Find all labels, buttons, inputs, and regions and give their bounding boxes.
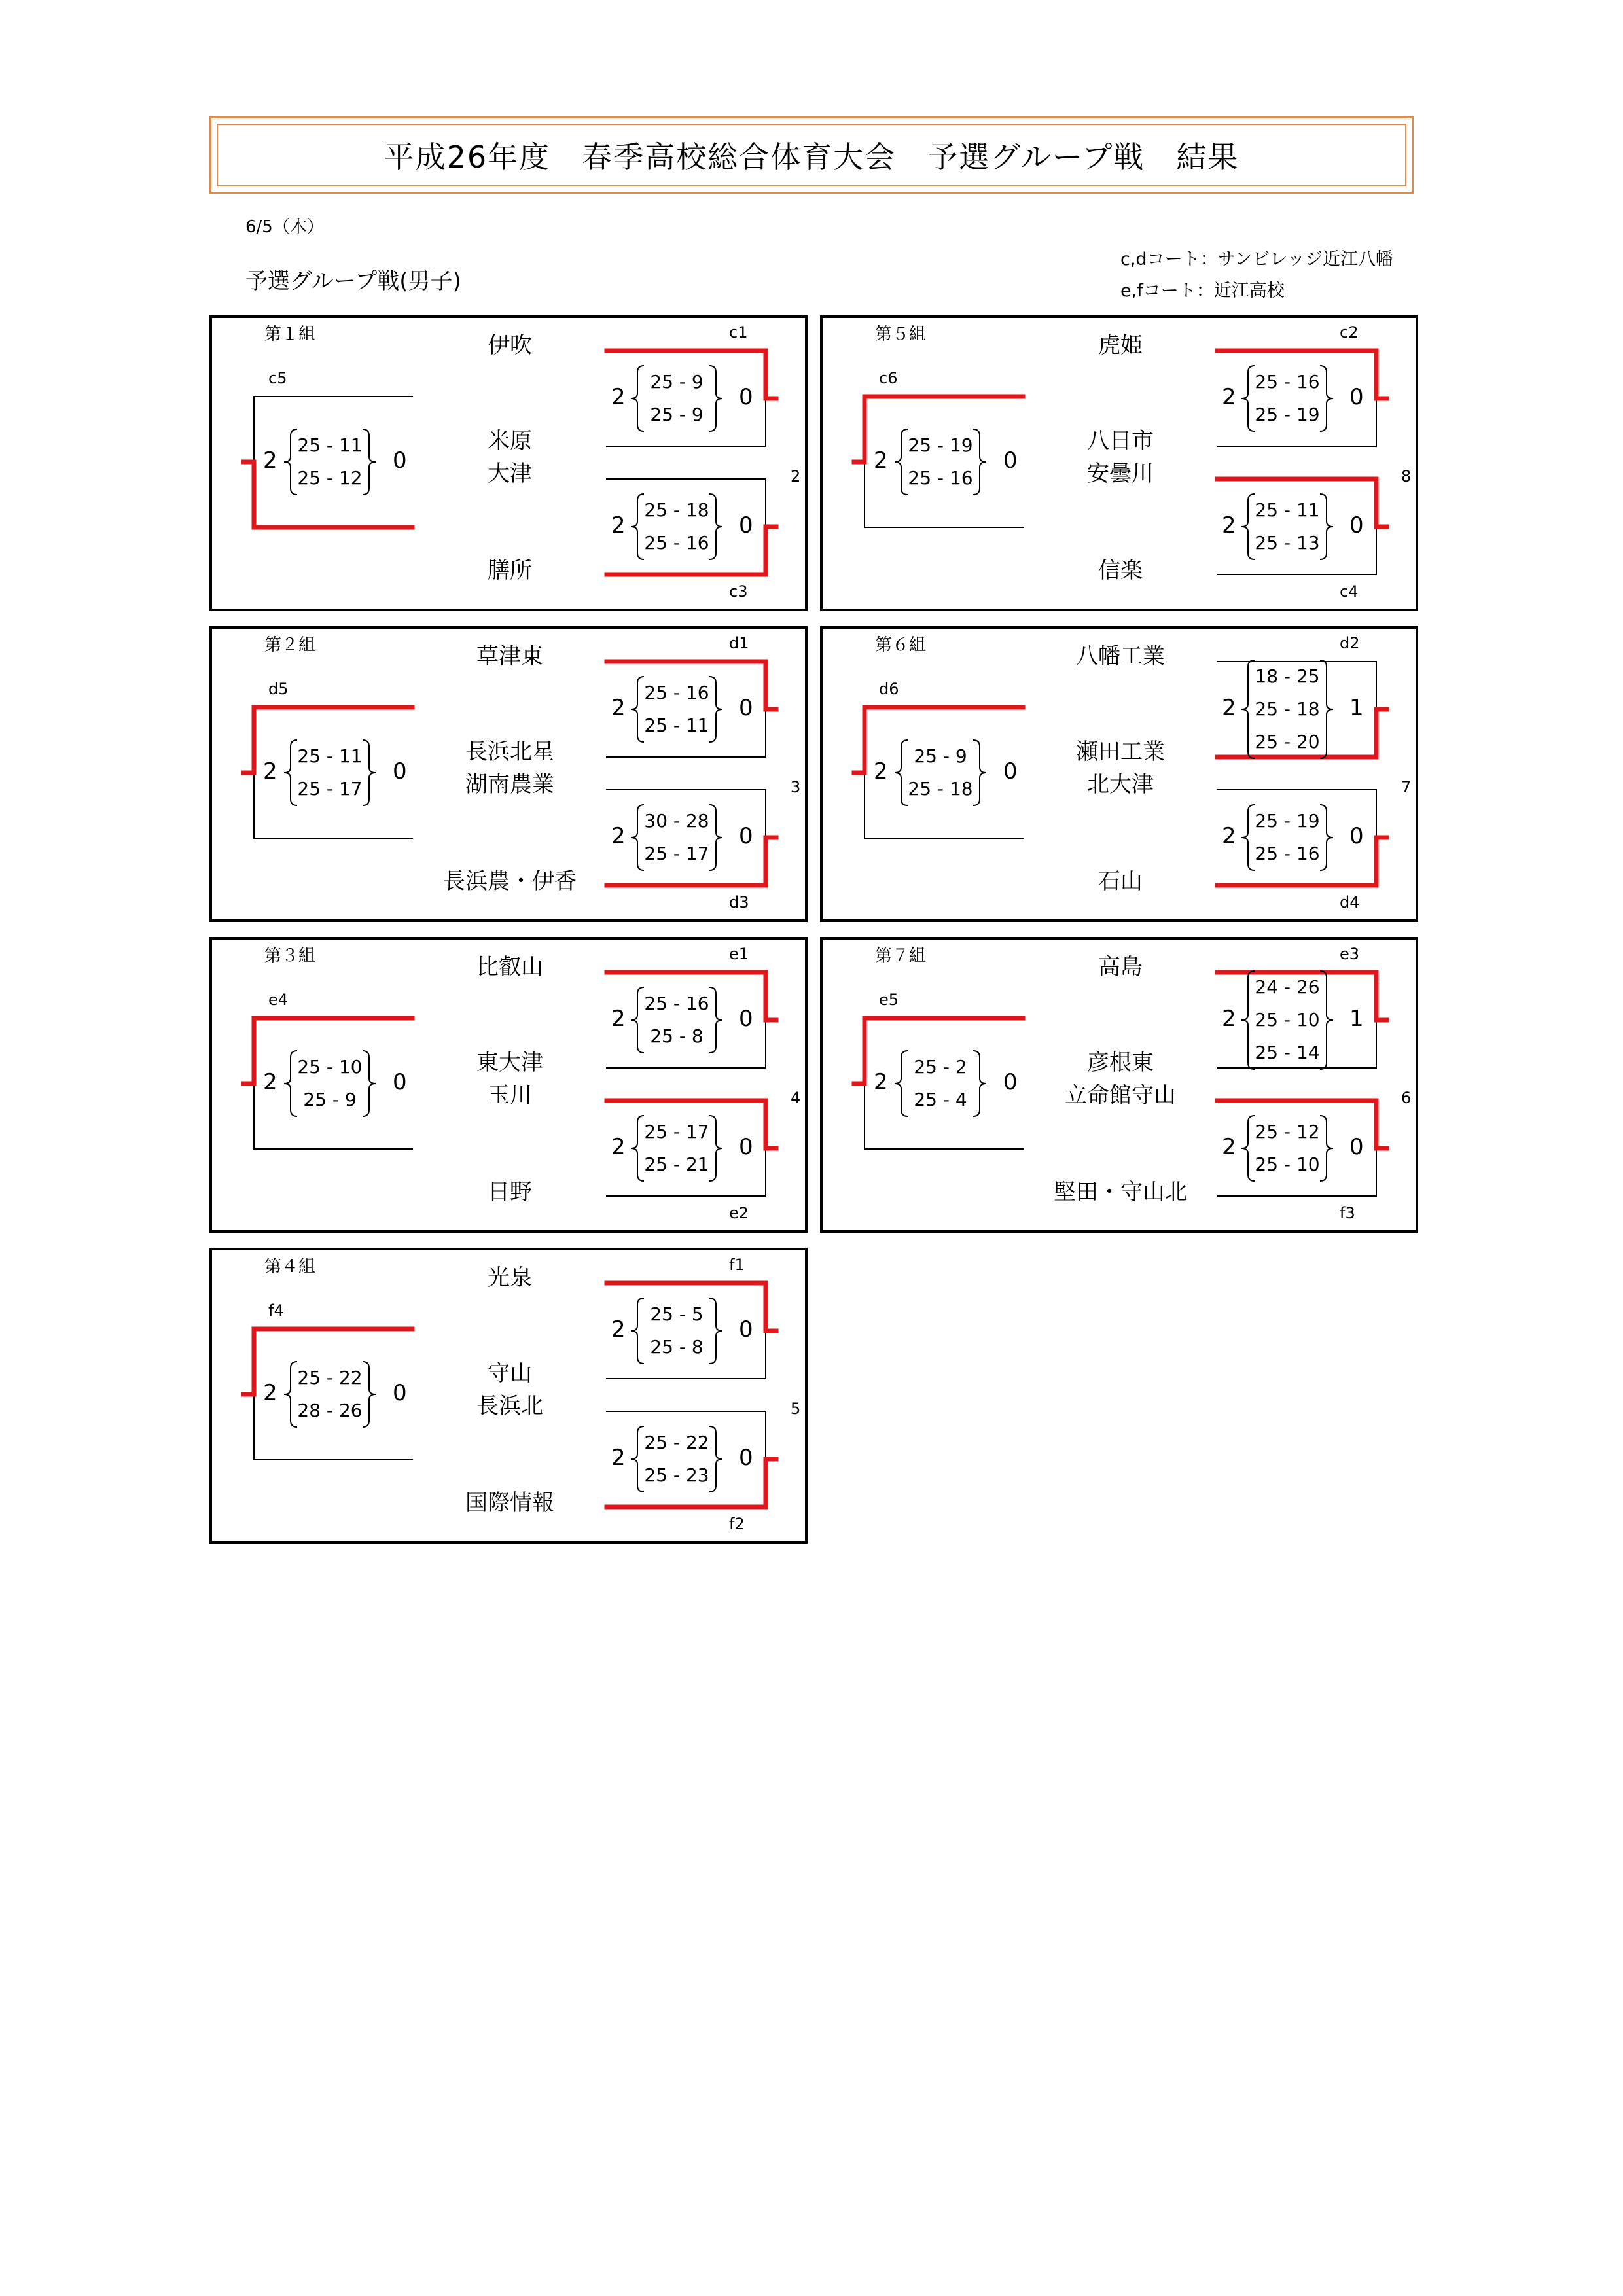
team-name: 膳所	[488, 557, 532, 584]
set-score: 25 - 18	[644, 499, 709, 521]
section-heading: 予選グループ戦(男子)	[245, 268, 461, 294]
team-name: 米原	[488, 428, 532, 454]
team-name: 比叡山	[476, 954, 543, 980]
team-name: 北大津	[1087, 771, 1154, 798]
set-score: 24 - 26	[1255, 976, 1320, 998]
set-score: 25 - 8	[650, 1025, 704, 1047]
group-win-count: 8	[1401, 467, 1412, 486]
court-code: e3	[1340, 945, 1360, 963]
court-code: e2	[729, 1204, 749, 1222]
team-name: 守山	[488, 1360, 532, 1386]
match-wins-right: 0	[393, 1069, 407, 1095]
match-wins-left: 2	[611, 384, 626, 410]
match-wins-right: 0	[393, 1380, 407, 1406]
group-win-count: 7	[1401, 778, 1412, 796]
set-score: 25 - 17	[644, 843, 709, 864]
team-name: 長浜北星	[465, 739, 554, 765]
team-name: 八日市	[1087, 428, 1154, 454]
group-win-count: 6	[1401, 1089, 1412, 1107]
set-score: 25 - 16	[644, 993, 709, 1014]
match-wins-left: 2	[1222, 384, 1236, 410]
team-name: 八幡工業	[1076, 643, 1165, 669]
court-code: f3	[1340, 1204, 1355, 1222]
match-wins-right: 0	[739, 695, 753, 721]
group-label: 第３組	[264, 946, 316, 966]
match-wins-left: 2	[611, 695, 626, 721]
team-name: 日野	[488, 1179, 532, 1205]
team-name: 彦根東	[1087, 1050, 1154, 1076]
set-score: 28 - 26	[297, 1400, 363, 1421]
team-name: 国際情報	[465, 1490, 554, 1516]
group-box	[209, 315, 808, 611]
group-win-count: 4	[791, 1089, 801, 1107]
match-wins-right: 0	[1349, 1134, 1364, 1160]
set-score: 30 - 28	[644, 810, 709, 832]
page-title: 平成26年度 春季高校総合体育大会 予選グループ戦 結果	[217, 124, 1406, 186]
group-label: 第６組	[875, 635, 927, 655]
team-name: 東大津	[476, 1050, 543, 1076]
team-name: 伊吹	[488, 332, 532, 359]
team-name: 高島	[1098, 954, 1143, 980]
match-wins-left: 2	[611, 823, 626, 849]
set-score: 25 - 11	[1255, 499, 1320, 521]
team-name: 長浜農・伊香	[443, 868, 577, 894]
set-score: 25 - 17	[644, 1121, 709, 1142]
set-score: 25 - 18	[1255, 698, 1320, 720]
set-score: 25 - 9	[303, 1089, 357, 1110]
set-score: 25 - 22	[644, 1432, 709, 1453]
set-score: 25 - 11	[297, 745, 363, 767]
group-box	[820, 937, 1418, 1233]
team-name: 石山	[1098, 868, 1143, 894]
group-label: 第４組	[264, 1257, 316, 1277]
set-score: 25 - 9	[650, 371, 704, 393]
group-label: 第７組	[875, 946, 927, 966]
match-wins-right: 0	[739, 1316, 753, 1343]
court-code: d3	[729, 893, 749, 911]
match-wins-right: 0	[1003, 758, 1018, 785]
set-score: 25 - 10	[1255, 1009, 1320, 1031]
match-wins-left: 2	[263, 1069, 277, 1095]
match-wins-left: 2	[263, 758, 277, 785]
group-win-count: 2	[791, 467, 801, 486]
match-wins-right: 0	[393, 758, 407, 785]
team-name: 信楽	[1098, 557, 1143, 584]
match-wins-right: 1	[1349, 695, 1364, 721]
set-score: 25 - 16	[644, 682, 709, 703]
court-code: d1	[729, 634, 749, 652]
match-wins-right: 0	[1003, 448, 1018, 474]
team-name: 瀬田工業	[1076, 739, 1165, 765]
set-score: 25 - 12	[297, 467, 363, 489]
set-score: 25 - 13	[1255, 532, 1320, 554]
match-wins-left: 2	[611, 1006, 626, 1032]
set-score: 25 - 14	[1255, 1042, 1320, 1063]
match-date: 6/5（木）	[245, 217, 324, 237]
group-box	[209, 626, 808, 922]
set-score: 25 - 11	[297, 434, 363, 456]
court-code: c4	[1340, 582, 1359, 601]
set-score: 18 - 25	[1255, 665, 1320, 687]
set-score: 25 - 9	[650, 404, 704, 425]
set-score: 25 - 2	[914, 1056, 967, 1078]
match-wins-left: 2	[611, 1445, 626, 1471]
group-box	[820, 315, 1418, 611]
set-score: 25 - 12	[1255, 1121, 1320, 1142]
set-score: 25 - 5	[650, 1303, 704, 1325]
match-wins-left: 2	[874, 448, 888, 474]
title-frame	[209, 116, 1414, 194]
team-name: 立命館守山	[1065, 1082, 1176, 1108]
match-wins-right: 0	[393, 448, 407, 474]
match-wins-right: 0	[739, 1134, 753, 1160]
match-wins-left: 2	[263, 448, 277, 474]
group-label: 第２組	[264, 635, 316, 655]
group-label: 第５組	[875, 325, 927, 344]
match-wins-left: 2	[1222, 1006, 1236, 1032]
court-code: c1	[729, 323, 748, 342]
group-win-count: 3	[791, 778, 801, 796]
team-name: 堅田・守山北	[1054, 1179, 1187, 1205]
group-label: 第１組	[264, 325, 316, 344]
team-name: 草津東	[476, 643, 543, 669]
team-name: 長浜北	[476, 1393, 543, 1419]
match-wins-right: 0	[1349, 823, 1364, 849]
match-wins-right: 0	[739, 384, 753, 410]
match-wins-right: 0	[1349, 512, 1364, 539]
set-score: 25 - 10	[1255, 1154, 1320, 1175]
team-name: 虎姫	[1098, 332, 1143, 359]
court-code: c5	[268, 369, 287, 387]
set-score: 25 - 19	[1255, 404, 1320, 425]
court-code: d5	[268, 680, 289, 698]
court-code: d4	[1340, 893, 1360, 911]
set-score: 25 - 16	[1255, 843, 1320, 864]
set-score: 25 - 18	[908, 778, 973, 800]
group-box	[820, 626, 1418, 922]
court-code: f1	[729, 1256, 745, 1274]
set-score: 25 - 19	[1255, 810, 1320, 832]
match-wins-left: 2	[874, 758, 888, 785]
set-score: 25 - 17	[297, 778, 363, 800]
group-box	[209, 1248, 808, 1544]
set-score: 25 - 8	[650, 1336, 704, 1358]
court-code: f2	[729, 1515, 745, 1533]
set-score: 25 - 22	[297, 1367, 363, 1388]
match-wins-left: 2	[1222, 823, 1236, 849]
court-code: d6	[879, 680, 899, 698]
court-code: f4	[268, 1301, 284, 1320]
set-score: 25 - 16	[1255, 371, 1320, 393]
match-wins-right: 0	[739, 512, 753, 539]
court-info-ef: e,fコート：近江高校	[1120, 281, 1285, 301]
match-wins-left: 2	[1222, 695, 1236, 721]
set-score: 25 - 10	[297, 1056, 363, 1078]
match-wins-left: 2	[611, 512, 626, 539]
set-score: 25 - 11	[644, 715, 709, 736]
match-wins-left: 2	[1222, 512, 1236, 539]
set-score: 25 - 23	[644, 1464, 709, 1486]
match-wins-left: 2	[611, 1134, 626, 1160]
court-code: c3	[729, 582, 748, 601]
court-info-cd: c,dコート：サンビレッジ近江八幡	[1120, 249, 1393, 270]
match-wins-left: 2	[263, 1380, 277, 1406]
court-code: d2	[1340, 634, 1360, 652]
set-score: 25 - 9	[914, 745, 967, 767]
set-score: 25 - 4	[914, 1089, 967, 1110]
set-score: 25 - 21	[644, 1154, 709, 1175]
match-wins-right: 0	[739, 1006, 753, 1032]
match-wins-right: 1	[1349, 1006, 1364, 1032]
set-score: 25 - 20	[1255, 731, 1320, 752]
team-name: 大津	[488, 461, 532, 487]
team-name: 湖南農業	[465, 771, 554, 798]
set-score: 25 - 19	[908, 434, 973, 456]
court-code: e1	[729, 945, 749, 963]
team-name: 光泉	[488, 1265, 532, 1291]
group-win-count: 5	[791, 1400, 801, 1418]
match-wins-left: 2	[611, 1316, 626, 1343]
court-code: c2	[1340, 323, 1359, 342]
court-code: c6	[879, 369, 898, 387]
team-name: 安曇川	[1087, 461, 1154, 487]
match-wins-right: 0	[1349, 384, 1364, 410]
court-code: e5	[879, 991, 899, 1009]
set-score: 25 - 16	[908, 467, 973, 489]
court-code: e4	[268, 991, 289, 1009]
match-wins-right: 0	[1003, 1069, 1018, 1095]
match-wins-left: 2	[1222, 1134, 1236, 1160]
team-name: 玉川	[488, 1082, 532, 1108]
set-score: 25 - 16	[644, 532, 709, 554]
match-wins-right: 0	[739, 1445, 753, 1471]
group-box	[209, 937, 808, 1233]
match-wins-right: 0	[739, 823, 753, 849]
match-wins-left: 2	[874, 1069, 888, 1095]
